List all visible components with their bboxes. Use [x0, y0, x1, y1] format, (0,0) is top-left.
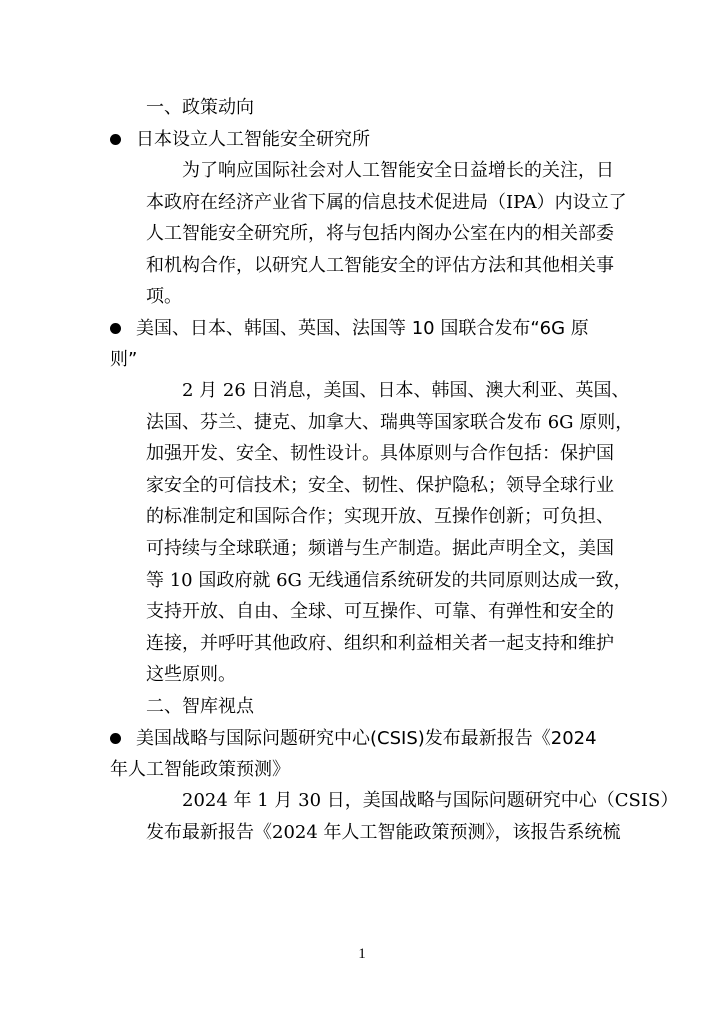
paragraph-japan-ai-safety	[110, 155, 627, 313]
page-content	[110, 92, 679, 848]
bullet-icon	[110, 323, 121, 334]
text-line: 和机构合作，以研究人工智能安全的评估方法和其他相关事	[146, 254, 614, 276]
text-line: 连接，并呼吁其他政府、组织和利益相关者一起支持和维护	[146, 632, 614, 654]
bullet-title: 年人工智能政策预测》	[110, 758, 290, 780]
text-line: 等 10 国政府就 6G 无线通信系统研发的共同原则达成一致，	[146, 569, 632, 591]
bullet-item-csis-report	[110, 723, 614, 754]
text-line: 的标准制定和国际合作；实现开放、互操作创新；可负担、	[146, 506, 614, 528]
bullet-icon	[110, 733, 121, 744]
text-line: 本政府在经济产业省下属的信息技术促进局（IPA）内设立了	[146, 191, 627, 213]
bullet-title: 日本设立人工智能安全研究所	[136, 129, 370, 150]
bullet-title-continuation	[110, 344, 614, 375]
text-line: 人工智能安全研究所，将与包括内阁办公室在内的相关部委	[146, 223, 614, 245]
text-line: 家安全的可信技术；安全、韧性、保护隐私；领导全球行业	[146, 474, 614, 496]
bullet-item-6g-principles	[110, 313, 614, 344]
paragraph-6g-principles	[110, 375, 634, 691]
text-line: 可持续与全球联通；频谱与生产制造。据此声明全文，美国	[146, 537, 614, 559]
text-line: 为了响应国际社会对人工智能安全日益增长的关注，日	[182, 160, 614, 181]
bullet-title-continuation	[110, 754, 614, 785]
bullet-title: 美国、日本、韩国、英国、法国等 10 国联合发布“6G 原	[136, 317, 589, 339]
bullet-title: 美国战略与国际问题研究中心(CSIS)发布最新报告《2024	[136, 727, 597, 749]
text-line: 2 月 26 日消息，美国、日本、韩国、澳大利亚、英国、	[182, 379, 630, 401]
bullet-item-japan-ai-safety	[110, 124, 614, 155]
text-line: 加强开发、安全、韧性设计。具体原则与合作包括：保护国	[146, 443, 614, 465]
section-heading-think-tank: 二、智库视点	[146, 695, 254, 717]
section-heading-policy: 一、政策动向	[146, 97, 254, 118]
paragraph-csis-report	[110, 785, 679, 848]
text-line: 2024 年 1 月 30 日，美国战略与国际问题研究中心（CSIS）	[182, 789, 679, 811]
text-line: 发布最新报告《2024 年人工智能政策预测》，该报告系统梳	[146, 821, 621, 843]
bullet-title: 则”	[110, 348, 138, 370]
text-line: 法国、芬兰、捷克、加拿大、瑞典等国家联合发布 6G 原则，	[146, 411, 634, 433]
text-line: 项。	[146, 286, 182, 308]
bullet-icon	[110, 134, 121, 145]
text-line: 支持开放、自由、全球、可互操作、可靠、有弹性和安全的	[146, 601, 614, 623]
page-number: 1	[358, 946, 366, 962]
text-line: 这些原则。	[146, 664, 236, 686]
